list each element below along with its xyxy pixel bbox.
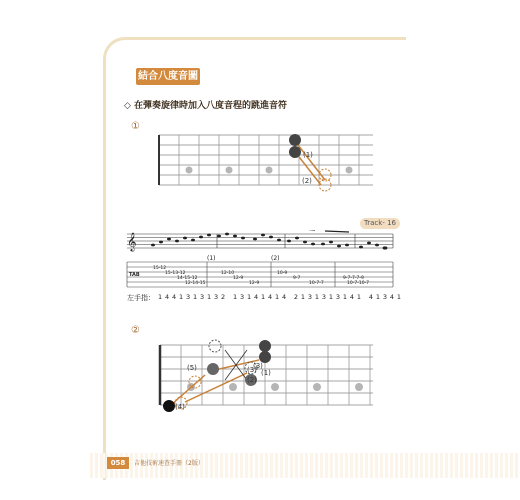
tab-marker-1: (1) [207, 255, 216, 262]
tab-m3-row3: 9-7 [293, 276, 301, 281]
note-dot [207, 363, 219, 375]
fingering-label: 左手指： [127, 294, 155, 302]
diagram-2-label-4: (2) [247, 376, 257, 384]
note-dot [289, 134, 301, 146]
diagram-2-label-3: (4) [175, 403, 185, 411]
tab-m3-row2: 10-9 [277, 271, 288, 276]
tab-m2-row3: 12-9 [233, 276, 244, 281]
book-title: 吉他技術速查手冊（2版） [134, 460, 204, 467]
tab-m2-row2: 12-10 [221, 271, 235, 276]
position-markers [187, 383, 363, 391]
track-badge: Track- 16 [360, 218, 400, 229]
diagram-2-label-5: (1) [261, 369, 271, 377]
strings [159, 135, 373, 185]
tab-m4-row3: 9-7-7-7-9 [343, 276, 364, 281]
staff-lines [127, 234, 393, 248]
frets [159, 135, 359, 185]
section-title: 結合八度音圖 [136, 68, 200, 85]
page-number: 058 [107, 457, 129, 469]
diagram-2-label-6: (3) [253, 362, 263, 370]
tab-m2-row4: 12-9 [249, 281, 260, 286]
diagram-1-label-2: (2) [302, 177, 312, 185]
note-dot [289, 146, 301, 158]
tab-m3-row4: 10-7-7 [309, 281, 324, 286]
treble-clef-icon: 𝄞 [127, 232, 137, 251]
note-dot [259, 340, 271, 352]
fretboard-diagram-1 [155, 125, 375, 200]
diagram-2-label-2: (3) [247, 366, 257, 374]
fretboard-diagram-2 [155, 330, 375, 415]
tab-marker-2: (2) [271, 255, 280, 262]
note-beams [155, 230, 349, 232]
fingering-digits: 1 4 4 1 3 1 3 1 3 2 1 3 1 4 1 4 1 4 2 1 3 1 3 1 3 1 4 1 4 1 3 4 1 [158, 293, 402, 301]
tab-clef: TAB [129, 272, 140, 278]
diagram-2-number: ② [131, 325, 140, 336]
subtitle: ◇ 在彈奏旋律時加入八度音程的跳進音符 [124, 101, 288, 111]
diagram-2-label-1: (5) [187, 364, 197, 372]
ghost-note [209, 340, 221, 352]
notation-staff [125, 230, 395, 292]
tab-m1-row4: 12-14-15 [185, 281, 206, 286]
tab-m1-row2: 15-13-12 [165, 271, 186, 276]
tab-m1-row1: 15-12 [153, 266, 167, 271]
position-markers [186, 167, 353, 174]
tab-m1-row3: 14-15-12 [177, 276, 198, 281]
note-dot [163, 400, 175, 412]
diagram-1-label-1: (1) [303, 151, 313, 159]
diagram-1-number: ① [131, 121, 140, 132]
tab-m4-row4: 10-7-10-7 [347, 281, 370, 286]
